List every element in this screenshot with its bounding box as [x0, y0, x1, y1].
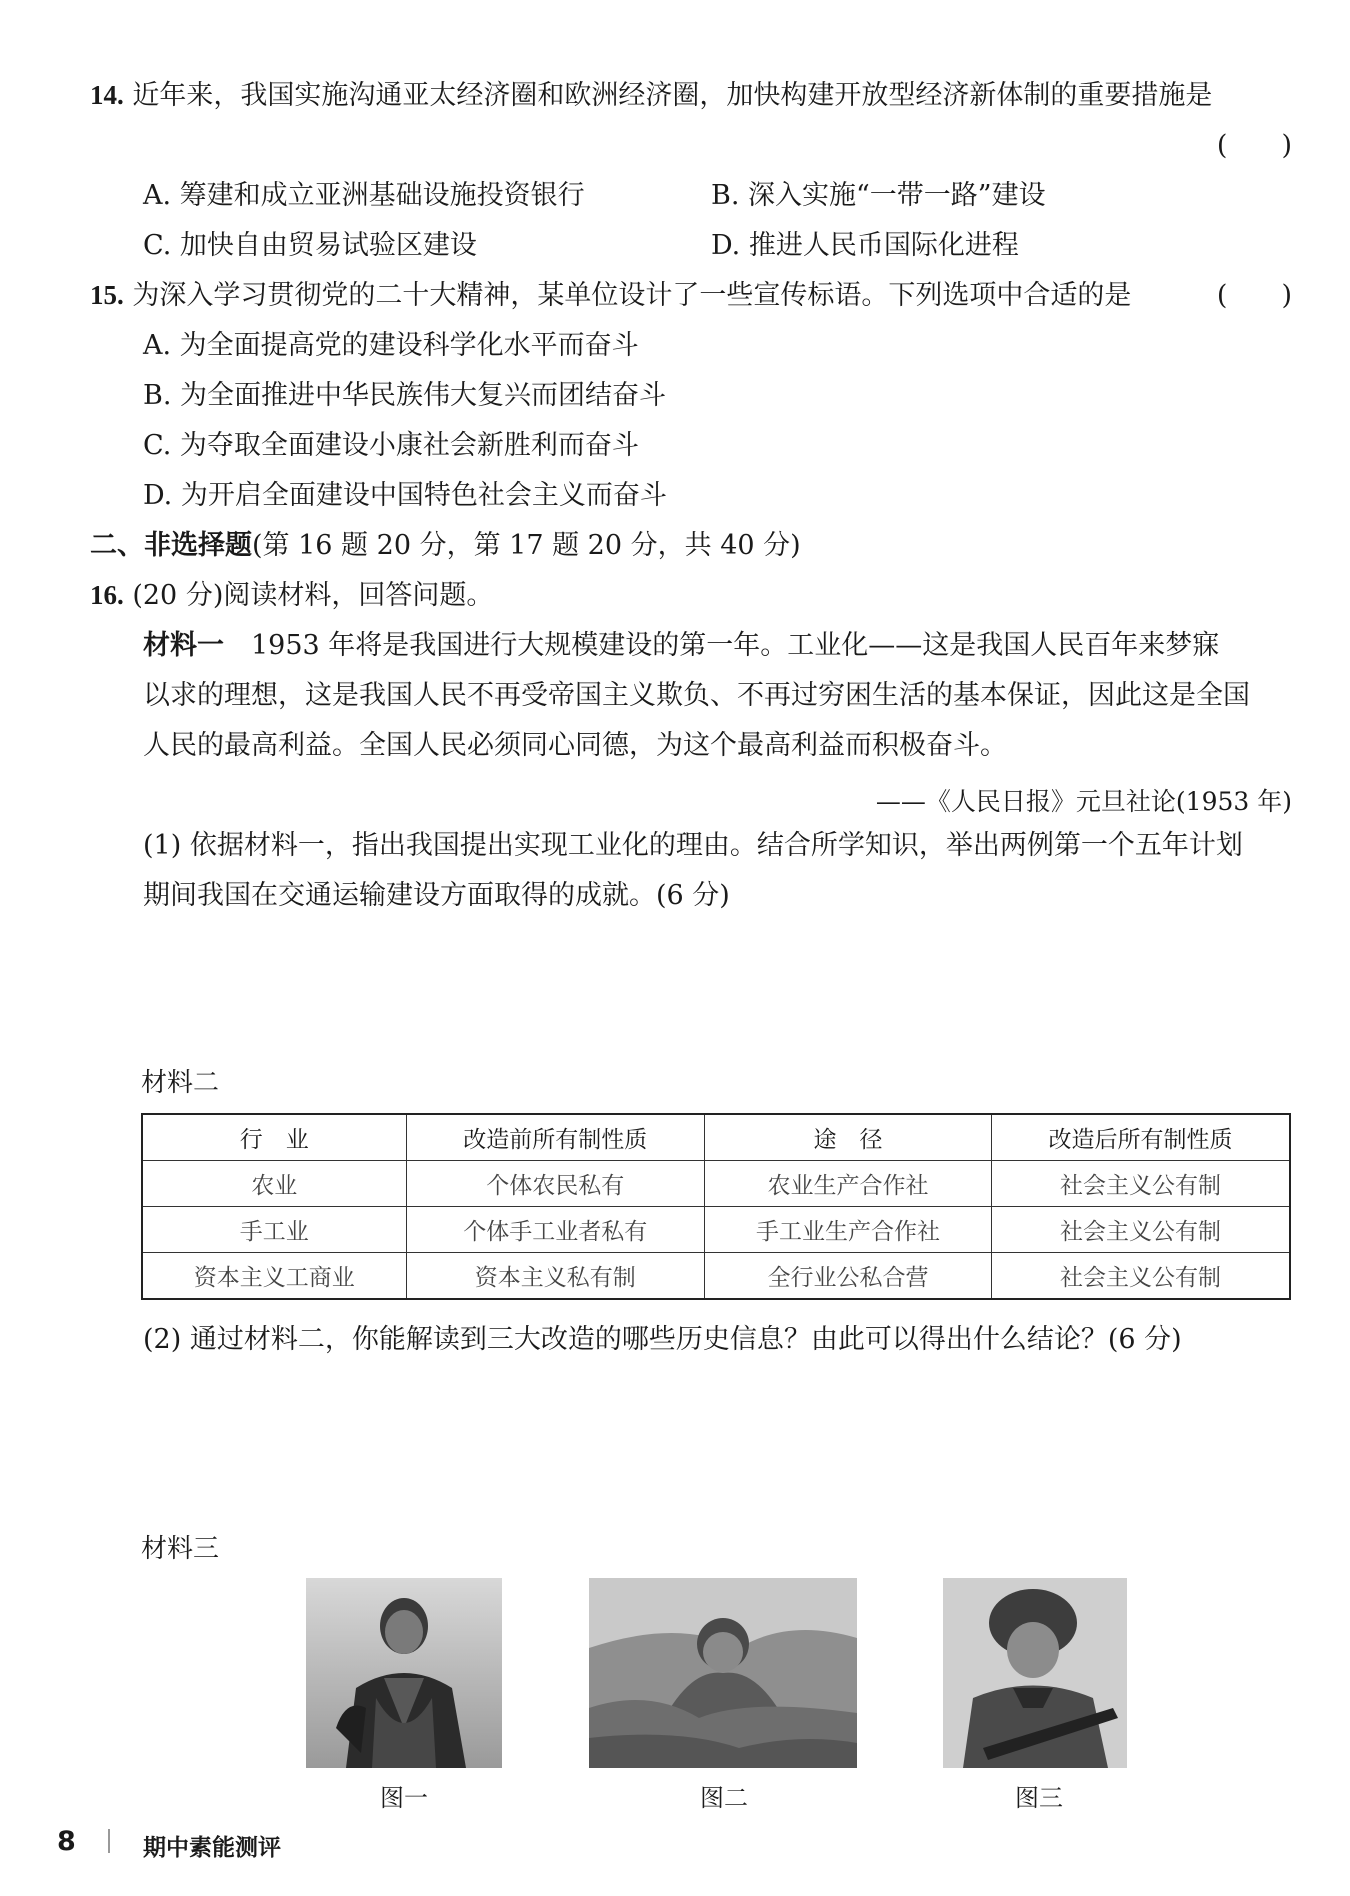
table-row [142, 1253, 1290, 1300]
table-row [142, 1207, 1290, 1253]
q15-stem: 为深入学习贯彻党的二十大精神，某单位设计了一些宣传标语。下列选项中合适的是 [132, 280, 1132, 311]
caption-figure-2: 图二 [700, 1784, 748, 1812]
transformation-table [141, 1113, 1291, 1300]
table-cell: 手工业 [142, 1207, 406, 1253]
q16-intro-line [90, 582, 493, 609]
photo-figure-2 [589, 1578, 857, 1768]
page-number: 8 [57, 1826, 76, 1857]
header-industry: 行 业 [142, 1114, 406, 1161]
q16-intro: (20 分)阅读材料，回答问题。 [132, 580, 494, 611]
material-1-source: ——《人民日报》元旦社论(1953 年) [875, 787, 1292, 816]
q14-option-d: D. 推进人民币国际化进程 [711, 230, 1019, 261]
material-2-label: 材料二 [141, 1068, 220, 1098]
table-row [142, 1161, 1290, 1207]
material-1-line-1 [143, 632, 1219, 659]
header-after-ownership: 改造后所有制性质 [992, 1114, 1291, 1161]
q15-option-d: D. 为开启全面建设中国特色社会主义而奋斗 [143, 480, 667, 511]
q15-option-c: C. 为夺取全面建设小康社会新胜利而奋斗 [143, 430, 639, 461]
q14-stem-line [90, 82, 1212, 109]
q14-number: 14. [90, 80, 124, 110]
table-cell: 手工业生产合作社 [705, 1207, 992, 1253]
subquestion-1-line-1: (1) 依据材料一，指出我国提出实现工业化的理由。结合所学知识，举出两例第一个五年计划 [143, 830, 1243, 861]
material-3-label: 材料三 [141, 1534, 220, 1564]
photo-3-image [943, 1578, 1127, 1768]
q16-number: 16. [90, 580, 124, 610]
q15-option-b: B. 为全面推进中华民族伟大复兴而团结奋斗 [143, 380, 667, 411]
table-cell: 社会主义公有制 [992, 1253, 1291, 1300]
table-cell: 社会主义公有制 [992, 1161, 1291, 1207]
q15-option-a: A. 为全面提高党的建设科学化水平而奋斗 [143, 330, 639, 361]
table-cell: 全行业公私合营 [705, 1253, 992, 1300]
table-header-row [142, 1114, 1290, 1161]
footer-title: 期中素能测评 [143, 1835, 281, 1861]
q14-stem: 近年来，我国实施沟通亚太经济圈和欧洲经济圈，加快构建开放型经济新体制的重要措施是 [132, 80, 1213, 111]
header-before-ownership: 改造前所有制性质 [406, 1114, 704, 1161]
caption-figure-1: 图一 [380, 1784, 428, 1812]
section-note: (第 16 题 20 分，第 17 题 20 分，共 40 分) [252, 530, 801, 561]
subquestion-2: (2) 通过材料二，你能解读到三大改造的哪些历史信息？由此可以得出什么结论？(6 分) [143, 1324, 1182, 1355]
section-header [90, 532, 801, 559]
subquestion-1-line-2: 期间我国在交通运输建设方面取得的成就。(6 分) [143, 880, 730, 911]
q15-answer-paren: ( ) [1216, 280, 1292, 311]
photo-2-image [589, 1578, 857, 1768]
table-cell: 资本主义私有制 [406, 1253, 704, 1300]
footer-divider [108, 1829, 110, 1853]
photo-figure-3 [943, 1578, 1127, 1768]
q14-answer-paren: ( ) [1216, 130, 1292, 161]
table-cell: 个体手工业者私有 [406, 1207, 704, 1253]
q15-number: 15. [90, 280, 124, 310]
material-1-label: 材料一 [143, 630, 224, 661]
table-cell: 社会主义公有制 [992, 1207, 1291, 1253]
q14-option-b: B. 深入实施“一带一路”建设 [711, 180, 1046, 211]
header-method: 途 径 [705, 1114, 992, 1161]
material-1-line-2: 以求的理想，这是我国人民不再受帝国主义欺负、不再过穷困生活的基本保证，因此这是全国 [143, 680, 1250, 711]
photo-figure-1 [306, 1578, 502, 1768]
photo-1-image [306, 1578, 502, 1768]
table-cell: 农业 [142, 1161, 406, 1207]
table-cell: 农业生产合作社 [705, 1161, 992, 1207]
table-cell: 资本主义工商业 [142, 1253, 406, 1300]
section-title: 二、非选择题 [90, 530, 252, 561]
material-1-text-1: 1953 年将是我国进行大规模建设的第一年。工业化——这是我国人民百年来梦寐 [251, 630, 1220, 661]
q14-option-a: A. 筹建和成立亚洲基础设施投资银行 [143, 180, 585, 211]
material-1-line-3: 人民的最高利益。全国人民必须同心同德，为这个最高利益而积极奋斗。 [143, 730, 1007, 761]
table-cell: 个体农民私有 [406, 1161, 704, 1207]
caption-figure-3: 图三 [1015, 1784, 1063, 1812]
q15-stem-line [90, 282, 1131, 309]
q14-option-c: C. 加快自由贸易试验区建设 [143, 230, 477, 261]
